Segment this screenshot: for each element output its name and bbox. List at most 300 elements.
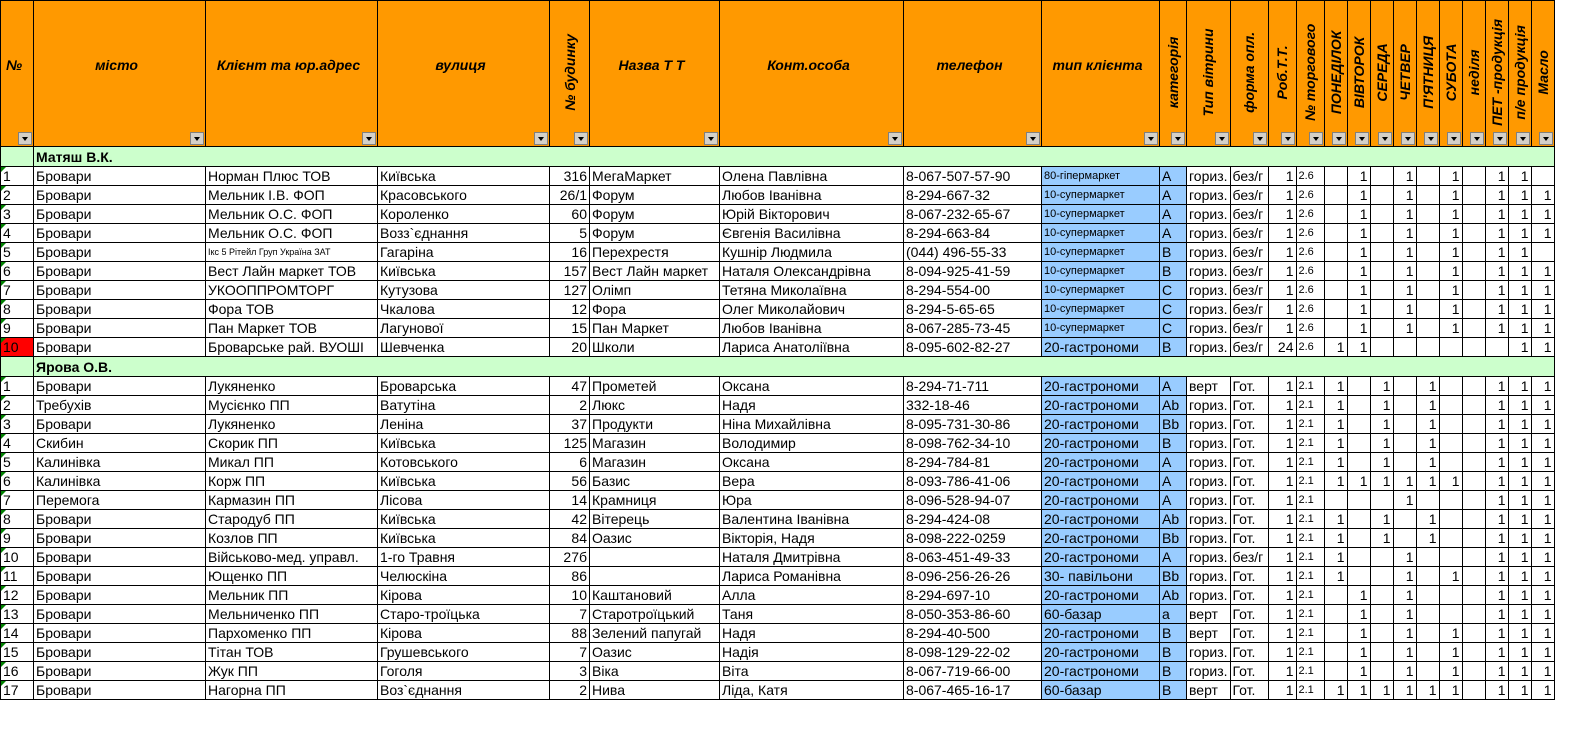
table-cell[interactable]: [1370, 624, 1393, 643]
table-cell[interactable]: 8-067-507-57-90: [904, 167, 1042, 186]
table-cell[interactable]: [1324, 205, 1347, 224]
table-cell[interactable]: Гот.: [1230, 396, 1268, 415]
table-cell[interactable]: 1: [1485, 167, 1508, 186]
table-cell[interactable]: 1-го Травня: [378, 548, 550, 567]
table-cell[interactable]: Наталя Олександрівна: [720, 262, 904, 281]
table-cell[interactable]: 1: [1531, 300, 1554, 319]
table-cell[interactable]: [1347, 415, 1370, 434]
table-cell[interactable]: Олена Павлівна: [720, 167, 904, 186]
table-cell[interactable]: 1: [1439, 624, 1462, 643]
table-cell[interactable]: Віка: [590, 662, 720, 681]
table-cell[interactable]: [1439, 548, 1462, 567]
table-cell[interactable]: A: [1160, 472, 1187, 491]
table-cell[interactable]: [1370, 548, 1393, 567]
table-cell[interactable]: [1462, 681, 1485, 700]
table-cell[interactable]: [1370, 605, 1393, 624]
table-cell[interactable]: A: [1160, 186, 1187, 205]
table-cell[interactable]: Київська: [378, 529, 550, 548]
table-cell[interactable]: 1: [1347, 624, 1370, 643]
table-cell[interactable]: [1370, 662, 1393, 681]
table-cell[interactable]: 1: [1268, 243, 1296, 262]
table-cell[interactable]: B: [1160, 643, 1187, 662]
table-cell[interactable]: Бровари: [34, 681, 206, 700]
table-cell[interactable]: 1: [1268, 491, 1296, 510]
table-cell[interactable]: [1439, 586, 1462, 605]
table-cell[interactable]: 1: [1324, 529, 1347, 548]
table-cell[interactable]: Київська: [378, 434, 550, 453]
table-cell[interactable]: Юрій Вікторович: [720, 205, 904, 224]
table-cell[interactable]: [1347, 434, 1370, 453]
table-cell[interactable]: 1: [1268, 396, 1296, 415]
table-cell[interactable]: Бровари: [34, 300, 206, 319]
table-cell[interactable]: [1393, 529, 1416, 548]
table-cell[interactable]: 2.1: [1296, 643, 1324, 662]
table-cell[interactable]: 1: [1393, 281, 1416, 300]
table-cell[interactable]: Броварська: [378, 377, 550, 396]
table-cell[interactable]: 10-супермаркет: [1042, 319, 1160, 338]
table-cell[interactable]: B: [1160, 338, 1187, 357]
table-cell[interactable]: Челюскіна: [378, 567, 550, 586]
table-cell[interactable]: 1: [1393, 662, 1416, 681]
table-cell[interactable]: 1: [1268, 472, 1296, 491]
table-cell[interactable]: 2.6: [1296, 338, 1324, 357]
table-cell[interactable]: 20-гастрономи: [1042, 529, 1160, 548]
table-cell[interactable]: 1: [1393, 186, 1416, 205]
table-cell[interactable]: 1: [1268, 586, 1296, 605]
table-cell[interactable]: [1462, 167, 1485, 186]
table-cell[interactable]: Вест Лайн маркет: [590, 262, 720, 281]
table-cell[interactable]: Ab: [1160, 396, 1187, 415]
table-cell[interactable]: 2.6: [1296, 243, 1324, 262]
table-cell[interactable]: Крамниця: [590, 491, 720, 510]
table-cell[interactable]: 2.1: [1296, 434, 1324, 453]
table-cell[interactable]: A: [1160, 548, 1187, 567]
table-cell[interactable]: 1: [1393, 300, 1416, 319]
table-cell[interactable]: A: [1160, 224, 1187, 243]
table-cell[interactable]: [1416, 243, 1439, 262]
table-cell[interactable]: 27б: [550, 548, 590, 567]
table-cell[interactable]: Ікс 5 Рітейл Груп Україна ЗАТ: [206, 243, 378, 262]
table-cell[interactable]: [1370, 281, 1393, 300]
table-cell[interactable]: Гот.: [1230, 624, 1268, 643]
table-cell[interactable]: Кармазин ПП: [206, 491, 378, 510]
table-cell[interactable]: 2.1: [1296, 415, 1324, 434]
table-cell[interactable]: 127: [550, 281, 590, 300]
table-cell[interactable]: C: [1160, 281, 1187, 300]
table-cell[interactable]: 8-093-786-41-06: [904, 472, 1042, 491]
table-cell[interactable]: Броварське рай. ВУОШІ: [206, 338, 378, 357]
table-cell[interactable]: 1: [1324, 472, 1347, 491]
table-cell[interactable]: 1: [1347, 662, 1370, 681]
table-cell[interactable]: Гагаріна: [378, 243, 550, 262]
table-cell[interactable]: 1: [1324, 338, 1347, 357]
table-cell[interactable]: 1: [1531, 396, 1554, 415]
table-cell[interactable]: 1: [1485, 605, 1508, 624]
table-cell[interactable]: 1: [1508, 662, 1531, 681]
table-cell[interactable]: 1: [1485, 586, 1508, 605]
table-cell[interactable]: Вітерець: [590, 510, 720, 529]
table-cell[interactable]: гориз.: [1187, 224, 1231, 243]
table-cell[interactable]: Тітан ТОВ: [206, 643, 378, 662]
table-cell[interactable]: [1462, 643, 1485, 662]
table-cell[interactable]: [1439, 338, 1462, 357]
table-cell[interactable]: Норман Плюс ТОВ: [206, 167, 378, 186]
table-cell[interactable]: [1393, 434, 1416, 453]
table-cell[interactable]: [1462, 624, 1485, 643]
table-cell[interactable]: гориз.: [1187, 243, 1231, 262]
table-cell[interactable]: 1: [1393, 262, 1416, 281]
table-cell[interactable]: Гот.: [1230, 605, 1268, 624]
table-cell[interactable]: 8-096-256-26-26: [904, 567, 1042, 586]
table-cell[interactable]: 20-гастрономи: [1042, 624, 1160, 643]
table-cell[interactable]: МегаМаркет: [590, 167, 720, 186]
table-cell[interactable]: 1: [1416, 681, 1439, 700]
table-cell[interactable]: 1: [1508, 300, 1531, 319]
table-cell[interactable]: Оксана: [720, 453, 904, 472]
autofilter-dropdown-button[interactable]: [1539, 132, 1553, 145]
table-cell[interactable]: 2.1: [1296, 586, 1324, 605]
table-cell[interactable]: 8: [1, 300, 34, 319]
table-cell[interactable]: 1: [1508, 643, 1531, 662]
table-cell[interactable]: 2.1: [1296, 472, 1324, 491]
table-cell[interactable]: 1: [1485, 243, 1508, 262]
table-cell[interactable]: [1462, 529, 1485, 548]
table-cell[interactable]: 1: [1508, 491, 1531, 510]
table-cell[interactable]: 1: [1393, 624, 1416, 643]
table-cell[interactable]: 10-супермаркет: [1042, 281, 1160, 300]
table-cell[interactable]: 1: [1439, 567, 1462, 586]
table-cell[interactable]: гориз.: [1187, 529, 1231, 548]
table-cell[interactable]: 2.1: [1296, 491, 1324, 510]
table-cell[interactable]: Олімп: [590, 281, 720, 300]
table-cell[interactable]: 15: [1, 643, 34, 662]
table-cell[interactable]: Гот.: [1230, 681, 1268, 700]
table-cell[interactable]: 2.1: [1296, 396, 1324, 415]
table-cell[interactable]: Мельник О.С. ФОП: [206, 224, 378, 243]
table-cell[interactable]: 1: [1531, 377, 1554, 396]
table-cell[interactable]: Ab: [1160, 510, 1187, 529]
table-cell[interactable]: 1: [1508, 605, 1531, 624]
table-cell[interactable]: 8-294-697-10: [904, 586, 1042, 605]
table-cell[interactable]: Мельниченко ПП: [206, 605, 378, 624]
table-cell[interactable]: 1: [1508, 224, 1531, 243]
table-cell[interactable]: 88: [550, 624, 590, 643]
table-cell[interactable]: 1: [1347, 167, 1370, 186]
table-cell[interactable]: Київська: [378, 472, 550, 491]
table-cell[interactable]: 8-067-719-66-00: [904, 662, 1042, 681]
table-cell[interactable]: [1370, 643, 1393, 662]
autofilter-dropdown-button[interactable]: [534, 132, 548, 145]
table-cell[interactable]: [1416, 224, 1439, 243]
table-cell[interactable]: 1: [1416, 434, 1439, 453]
table-cell[interactable]: 1: [1439, 681, 1462, 700]
table-cell[interactable]: [1416, 281, 1439, 300]
table-cell[interactable]: [1462, 586, 1485, 605]
table-cell[interactable]: 20-гастрономи: [1042, 662, 1160, 681]
autofilter-dropdown-button[interactable]: [1355, 132, 1369, 145]
autofilter-dropdown-button[interactable]: [1281, 132, 1295, 145]
table-cell[interactable]: 2: [550, 681, 590, 700]
table-cell[interactable]: 2.6: [1296, 319, 1324, 338]
table-cell[interactable]: 1: [1324, 396, 1347, 415]
table-cell[interactable]: без/г: [1230, 262, 1268, 281]
table-cell[interactable]: 1: [1370, 377, 1393, 396]
table-cell[interactable]: 1: [1531, 586, 1554, 605]
table-cell[interactable]: 1: [1485, 681, 1508, 700]
table-cell[interactable]: 20-гастрономи: [1042, 643, 1160, 662]
table-cell[interactable]: 2.6: [1296, 205, 1324, 224]
table-cell[interactable]: 2: [1, 396, 34, 415]
table-cell[interactable]: 1: [1347, 224, 1370, 243]
table-cell[interactable]: гориз.: [1187, 186, 1231, 205]
table-cell[interactable]: Красовського: [378, 186, 550, 205]
table-cell[interactable]: Наталя Дмитрівна: [720, 548, 904, 567]
table-cell[interactable]: 1: [1268, 567, 1296, 586]
table-cell[interactable]: 1: [1439, 167, 1462, 186]
table-cell[interactable]: Ватутіна: [378, 396, 550, 415]
table-cell[interactable]: 1: [1370, 681, 1393, 700]
table-cell[interactable]: 5: [1, 243, 34, 262]
table-cell[interactable]: гориз.: [1187, 453, 1231, 472]
table-cell[interactable]: гориз.: [1187, 472, 1231, 491]
table-cell[interactable]: [1462, 491, 1485, 510]
table-cell[interactable]: Київська: [378, 262, 550, 281]
table-cell[interactable]: Бровари: [34, 205, 206, 224]
table-cell[interactable]: 8-098-762-34-10: [904, 434, 1042, 453]
table-cell[interactable]: Оазис: [590, 529, 720, 548]
table-cell[interactable]: Пан Маркет ТОВ: [206, 319, 378, 338]
table-cell[interactable]: без/г: [1230, 548, 1268, 567]
table-cell[interactable]: Надя: [720, 396, 904, 415]
table-cell[interactable]: [1370, 167, 1393, 186]
table-cell[interactable]: 20-гастрономи: [1042, 586, 1160, 605]
table-cell[interactable]: [1416, 662, 1439, 681]
table-cell[interactable]: [1462, 281, 1485, 300]
table-cell[interactable]: 1: [1393, 491, 1416, 510]
table-cell[interactable]: Пан Маркет: [590, 319, 720, 338]
table-cell[interactable]: Прометей: [590, 377, 720, 396]
table-cell[interactable]: 12: [550, 300, 590, 319]
table-cell[interactable]: Каштановий: [590, 586, 720, 605]
table-cell[interactable]: [1393, 510, 1416, 529]
table-cell[interactable]: 1: [1508, 186, 1531, 205]
table-cell[interactable]: 8-294-554-00: [904, 281, 1042, 300]
table-cell[interactable]: Лукяненко: [206, 415, 378, 434]
table-cell[interactable]: [1416, 300, 1439, 319]
table-cell[interactable]: [1416, 491, 1439, 510]
table-cell[interactable]: верт: [1187, 624, 1231, 643]
table-cell[interactable]: Кушнір Людмила: [720, 243, 904, 262]
table-cell[interactable]: 1: [1439, 472, 1462, 491]
table-cell[interactable]: [1370, 567, 1393, 586]
table-cell[interactable]: 14: [1, 624, 34, 643]
table-cell[interactable]: [1439, 491, 1462, 510]
table-cell[interactable]: 1: [1393, 224, 1416, 243]
table-cell[interactable]: 1: [1347, 300, 1370, 319]
table-cell[interactable]: 1: [1, 377, 34, 396]
table-cell[interactable]: 30- павільони: [1042, 567, 1160, 586]
table-cell[interactable]: 1: [1531, 186, 1554, 205]
table-cell[interactable]: 1: [1531, 643, 1554, 662]
table-cell[interactable]: [1462, 662, 1485, 681]
table-cell[interactable]: [1531, 167, 1554, 186]
table-cell[interactable]: [1462, 319, 1485, 338]
table-cell[interactable]: без/г: [1230, 205, 1268, 224]
table-cell[interactable]: Гот.: [1230, 643, 1268, 662]
table-cell[interactable]: [1347, 548, 1370, 567]
table-cell[interactable]: 3: [1, 415, 34, 434]
table-cell[interactable]: 1: [1268, 662, 1296, 681]
table-cell[interactable]: 1: [1268, 262, 1296, 281]
table-cell[interactable]: 60-базар: [1042, 681, 1160, 700]
table-cell[interactable]: 1: [1347, 643, 1370, 662]
table-cell[interactable]: 1: [1268, 415, 1296, 434]
table-cell[interactable]: 8-294-663-84: [904, 224, 1042, 243]
table-cell[interactable]: Юра: [720, 491, 904, 510]
table-cell[interactable]: 1: [1347, 586, 1370, 605]
table-cell[interactable]: 1: [1508, 396, 1531, 415]
table-cell[interactable]: [1439, 415, 1462, 434]
table-cell[interactable]: Олег Миколайович: [720, 300, 904, 319]
table-cell[interactable]: 8-067-465-16-17: [904, 681, 1042, 700]
table-cell[interactable]: 1: [1393, 643, 1416, 662]
table-cell[interactable]: 1: [1531, 567, 1554, 586]
table-cell[interactable]: 1: [1508, 624, 1531, 643]
table-cell[interactable]: Ліда, Катя: [720, 681, 904, 700]
table-cell[interactable]: 1: [1393, 567, 1416, 586]
table-cell[interactable]: 8-094-925-41-59: [904, 262, 1042, 281]
table-cell[interactable]: [1347, 396, 1370, 415]
table-cell[interactable]: Євгенія Василівна: [720, 224, 904, 243]
table-cell[interactable]: Бровари: [34, 662, 206, 681]
table-cell[interactable]: 2.1: [1296, 681, 1324, 700]
table-cell[interactable]: 1: [1531, 491, 1554, 510]
table-cell[interactable]: без/г: [1230, 243, 1268, 262]
table-cell[interactable]: 1: [1485, 205, 1508, 224]
table-cell[interactable]: Перемога: [34, 491, 206, 510]
table-cell[interactable]: 1: [1370, 434, 1393, 453]
table-cell[interactable]: Мусієнко ПП: [206, 396, 378, 415]
table-cell[interactable]: 60: [550, 205, 590, 224]
table-cell[interactable]: 47: [550, 377, 590, 396]
table-cell[interactable]: Гот.: [1230, 472, 1268, 491]
table-cell[interactable]: [1462, 415, 1485, 434]
table-cell[interactable]: 2: [1, 186, 34, 205]
table-cell[interactable]: 9: [1, 319, 34, 338]
table-cell[interactable]: 1: [1393, 319, 1416, 338]
table-cell[interactable]: Гот.: [1230, 510, 1268, 529]
table-cell[interactable]: 2.6: [1296, 186, 1324, 205]
table-cell[interactable]: Бровари: [34, 338, 206, 357]
table-cell[interactable]: Гот.: [1230, 377, 1268, 396]
table-cell[interactable]: 1: [1531, 662, 1554, 681]
table-cell[interactable]: 1: [1416, 396, 1439, 415]
autofilter-dropdown-button[interactable]: [1171, 132, 1185, 145]
table-cell[interactable]: [1370, 224, 1393, 243]
table-cell[interactable]: Вера: [720, 472, 904, 491]
table-cell[interactable]: [1439, 529, 1462, 548]
table-cell[interactable]: [1462, 205, 1485, 224]
table-cell[interactable]: 8-067-232-65-67: [904, 205, 1042, 224]
table-cell[interactable]: 1: [1370, 396, 1393, 415]
table-cell[interactable]: 8-294-5-65-65: [904, 300, 1042, 319]
table-cell[interactable]: 1: [1508, 167, 1531, 186]
table-cell[interactable]: [1462, 472, 1485, 491]
table-cell[interactable]: 1: [1508, 281, 1531, 300]
table-cell[interactable]: УКООППРОМТОРГ: [206, 281, 378, 300]
table-cell[interactable]: 10: [550, 586, 590, 605]
table-cell[interactable]: B: [1160, 662, 1187, 681]
table-cell[interactable]: 2.6: [1296, 262, 1324, 281]
table-cell[interactable]: Bb: [1160, 567, 1187, 586]
table-cell[interactable]: 1: [1268, 434, 1296, 453]
table-cell[interactable]: A: [1160, 205, 1187, 224]
table-cell[interactable]: 86: [550, 567, 590, 586]
table-cell[interactable]: [1462, 300, 1485, 319]
table-cell[interactable]: гориз.: [1187, 415, 1231, 434]
table-cell[interactable]: 1: [1393, 605, 1416, 624]
table-cell[interactable]: 1: [1416, 377, 1439, 396]
autofilter-dropdown-button[interactable]: [18, 132, 32, 145]
table-cell[interactable]: 10-супермаркет: [1042, 205, 1160, 224]
table-cell[interactable]: 20-гастрономи: [1042, 377, 1160, 396]
table-cell[interactable]: 20-гастрономи: [1042, 415, 1160, 434]
table-cell[interactable]: 2.1: [1296, 605, 1324, 624]
table-cell[interactable]: 1: [1268, 510, 1296, 529]
table-cell[interactable]: Бровари: [34, 510, 206, 529]
table-cell[interactable]: 1: [1439, 186, 1462, 205]
table-cell[interactable]: [1439, 605, 1462, 624]
table-cell[interactable]: Бровари: [34, 281, 206, 300]
table-cell[interactable]: A: [1160, 167, 1187, 186]
table-cell[interactable]: 1: [1347, 338, 1370, 357]
table-cell[interactable]: 1: [1347, 186, 1370, 205]
table-cell[interactable]: C: [1160, 300, 1187, 319]
table-cell[interactable]: 1: [1508, 586, 1531, 605]
table-cell[interactable]: [1, 357, 34, 377]
table-cell[interactable]: Козлов ПП: [206, 529, 378, 548]
table-cell[interactable]: B: [1160, 624, 1187, 643]
table-cell[interactable]: 1: [1268, 205, 1296, 224]
table-cell[interactable]: [1416, 319, 1439, 338]
table-cell[interactable]: Бровари: [34, 415, 206, 434]
table-cell[interactable]: Лукяненко: [206, 377, 378, 396]
table-cell[interactable]: Микал ПП: [206, 453, 378, 472]
table-cell[interactable]: 1: [1268, 624, 1296, 643]
table-cell[interactable]: Корж ПП: [206, 472, 378, 491]
table-cell[interactable]: [1324, 643, 1347, 662]
table-cell[interactable]: Гот.: [1230, 415, 1268, 434]
table-cell[interactable]: [1462, 510, 1485, 529]
table-cell[interactable]: 2.1: [1296, 529, 1324, 548]
table-cell[interactable]: 10-супермаркет: [1042, 243, 1160, 262]
table-cell[interactable]: Чкалова: [378, 300, 550, 319]
table-cell[interactable]: [1347, 567, 1370, 586]
table-cell[interactable]: 1: [1268, 167, 1296, 186]
table-cell[interactable]: 1: [1347, 681, 1370, 700]
table-cell[interactable]: Бровари: [34, 167, 206, 186]
table-cell[interactable]: 80-гіпермаркет: [1042, 167, 1160, 186]
table-cell[interactable]: Возз`єднання: [378, 224, 550, 243]
table-cell[interactable]: 17: [1, 681, 34, 700]
table-cell[interactable]: [1370, 186, 1393, 205]
table-cell[interactable]: 1: [1393, 681, 1416, 700]
table-cell[interactable]: Зелений папугай: [590, 624, 720, 643]
table-cell[interactable]: 1: [1268, 300, 1296, 319]
autofilter-dropdown-button[interactable]: [1215, 132, 1229, 145]
table-cell[interactable]: Фора: [590, 300, 720, 319]
table-cell[interactable]: Старотроїцький: [590, 605, 720, 624]
